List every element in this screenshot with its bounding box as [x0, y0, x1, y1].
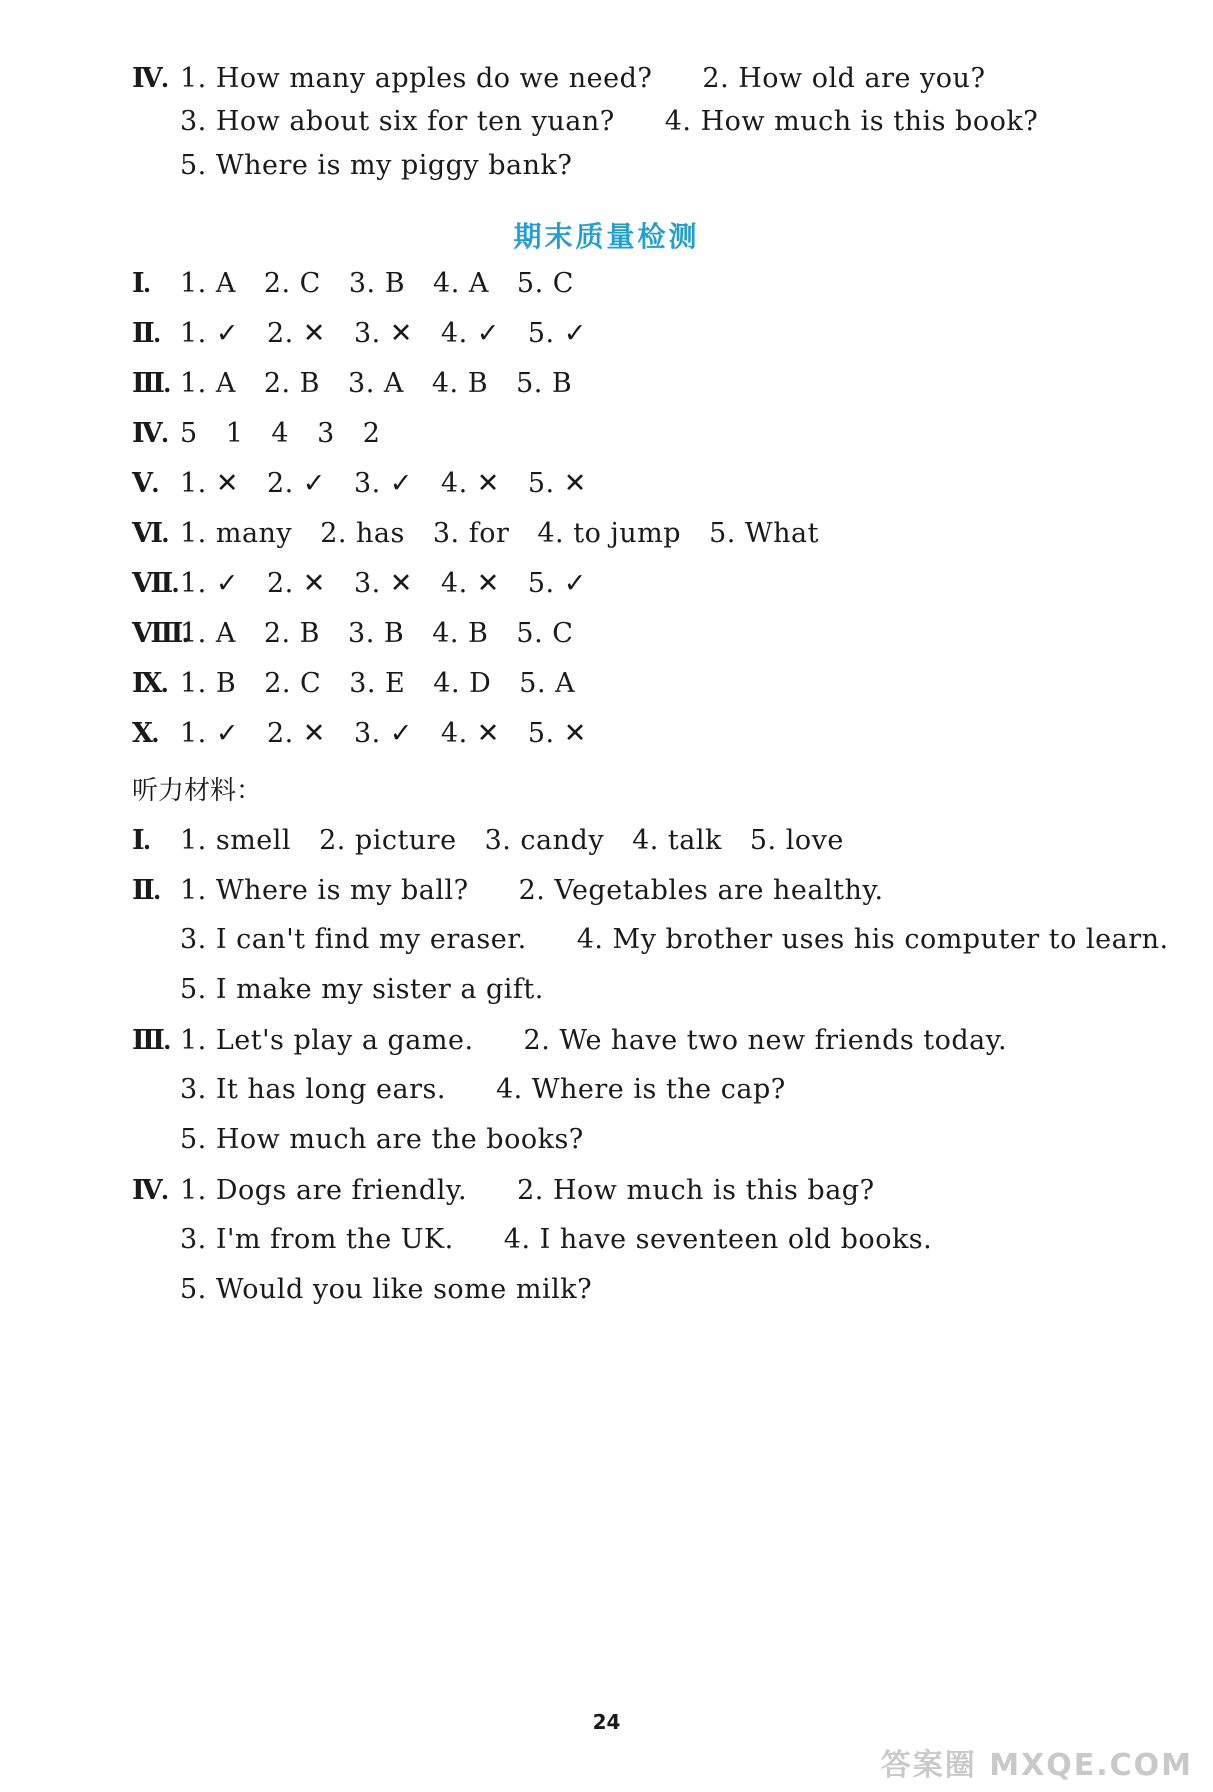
answer-item: 2. B	[263, 368, 321, 399]
answer-item: 5	[180, 418, 198, 449]
answer-item: 4. B	[431, 368, 489, 399]
answer-item: 2. ✓	[266, 468, 326, 499]
answer-item: 5. ✓	[527, 318, 587, 349]
answer-row	[132, 563, 615, 603]
section-number: Ⅴ.	[132, 468, 158, 498]
section-number: Ⅵ.	[132, 518, 168, 548]
answer-row	[132, 413, 408, 453]
answer-item: 4. ✕	[440, 468, 500, 499]
answer-item: 4. to jump	[537, 518, 682, 549]
answer-item: 1. A	[180, 618, 236, 649]
answer-row	[132, 463, 615, 503]
answer-item: 5. ✕	[527, 718, 587, 749]
answer-item: 1. Dogs are friendly.	[180, 1175, 468, 1206]
answer-item: 2	[362, 418, 381, 449]
answer-item: 3. B	[348, 618, 405, 649]
listening-row	[180, 1270, 620, 1310]
section-number: Ⅹ.	[132, 718, 158, 748]
answer-item: 1. Let's play a game.	[180, 1025, 474, 1056]
answer-row	[132, 713, 615, 753]
section-number: Ⅳ.	[132, 1175, 168, 1205]
answer-item: 5. I make my sister a gift.	[180, 974, 544, 1005]
listening-row	[180, 1070, 814, 1110]
answer-item: 1. ✓	[180, 568, 239, 599]
answer-item: 3. It has long ears.	[180, 1074, 446, 1105]
answer-item: 4. B	[432, 618, 489, 649]
listening-label: 听力材料：	[132, 776, 263, 806]
answer-item: 1. ✓	[180, 718, 239, 749]
answer-row	[132, 313, 615, 353]
section-number: Ⅳ.	[132, 418, 168, 448]
answer-item: 5. A	[519, 668, 576, 699]
answer-item: 4. ✕	[440, 568, 500, 599]
answer-item: 5. ✕	[527, 468, 587, 499]
answer-item: 4. A	[433, 268, 489, 299]
answer-item: 2. We have two new friends today.	[523, 1025, 1008, 1056]
answer-item: 1	[225, 418, 244, 449]
answer-item: 3. ✓	[353, 468, 413, 499]
answer-item: 2. How much is this bag?	[517, 1175, 875, 1206]
answer-item: 1. ✕	[180, 468, 239, 499]
answer-item: 5. ✓	[527, 568, 587, 599]
answer-item: 5. Where is my piggy bank?	[180, 150, 573, 181]
listening-row	[132, 820, 872, 860]
section-number: Ⅰ.	[132, 268, 150, 298]
answer-item: 1. ✓	[180, 318, 239, 349]
top-row-2	[180, 102, 1066, 142]
answer-item: 5. How much are the books?	[180, 1124, 584, 1155]
answer-item: 2. ✕	[266, 568, 326, 599]
section-number: Ⅷ.	[132, 618, 189, 648]
answer-item: 1. smell	[180, 825, 292, 856]
listening-row	[132, 1020, 1035, 1060]
answer-item: 4. I have seventeen old books.	[503, 1224, 933, 1255]
watermark-logo: 答案圈 MXQE.COM	[880, 1748, 1193, 1783]
answer-item: 2. ✕	[266, 718, 326, 749]
answer-item: 1. B	[180, 668, 237, 699]
top-row-3	[180, 146, 600, 186]
answer-item: 5. B	[516, 368, 573, 399]
listening-row	[180, 1120, 612, 1160]
answer-item: 5. C	[516, 268, 574, 299]
answer-item: 5. love	[749, 825, 844, 856]
listening-row	[180, 970, 572, 1010]
answer-row	[132, 363, 600, 403]
answer-item: 2. ✕	[266, 318, 326, 349]
section-number: Ⅰ.	[132, 825, 150, 855]
listening-row	[180, 1220, 960, 1260]
answer-item: 3. candy	[484, 825, 605, 856]
answer-item: 1. many	[180, 518, 293, 549]
answer-item: 4. How much is this book?	[664, 106, 1039, 137]
section-heading: 期末质量检测	[513, 220, 700, 253]
answer-item: 1. How many apples do we need?	[180, 63, 653, 94]
answer-item: 3. ✕	[353, 318, 413, 349]
answer-item: 3. ✕	[353, 568, 413, 599]
section-number: Ⅳ.	[132, 63, 168, 93]
section-number: Ⅲ.	[132, 1025, 170, 1055]
answer-item: 4. talk	[632, 825, 722, 856]
answer-row	[132, 613, 601, 653]
section-number: Ⅸ.	[132, 668, 168, 698]
answer-item: 5. What	[709, 518, 819, 549]
answer-row	[132, 263, 602, 303]
section-number: Ⅱ.	[132, 875, 160, 905]
answer-item: 2. has	[320, 518, 405, 549]
answer-item: 3. ✓	[353, 718, 413, 749]
section-number: Ⅲ.	[132, 368, 170, 398]
answer-item: 2. C	[264, 668, 322, 699]
answer-item: 1. A	[180, 368, 236, 399]
top-row-1	[132, 58, 1013, 98]
answer-item: 3. I'm from the UK.	[180, 1224, 454, 1255]
answer-item: 3. for	[432, 518, 510, 549]
answer-item: 4. Where is the cap?	[495, 1074, 786, 1105]
answer-item: 4. ✓	[440, 318, 500, 349]
answer-row	[132, 663, 603, 703]
answer-item: 1. A	[180, 268, 236, 299]
answer-item: 4. D	[433, 668, 492, 699]
answer-item: 3. B	[348, 268, 406, 299]
answer-item: 3. I can't find my eraser.	[180, 924, 527, 955]
section-number: Ⅱ.	[132, 318, 160, 348]
answer-item: 2. B	[263, 618, 321, 649]
answer-item: 1. Where is my ball?	[180, 875, 469, 906]
answer-item: 4	[271, 418, 290, 449]
answer-item: 4. My brother uses his computer to learn.	[576, 924, 1169, 955]
answer-item: 2. picture	[319, 825, 457, 856]
answer-item: 4. ✕	[440, 718, 500, 749]
answer-item: 3	[317, 418, 335, 449]
answer-item: 2. How old are you?	[702, 63, 986, 94]
answer-item: 5. C	[516, 618, 574, 649]
answer-item: 2. Vegetables are healthy.	[518, 875, 884, 906]
answer-item: 3. E	[349, 668, 406, 699]
answer-item: 5. Would you like some milk?	[180, 1274, 593, 1305]
section-number: Ⅶ.	[132, 568, 178, 598]
listening-row	[132, 870, 912, 910]
listening-row	[180, 920, 1197, 960]
answer-item: 3. How about six for ten yuan?	[180, 106, 615, 137]
answer-item: 2. C	[263, 268, 321, 299]
answer-row	[132, 513, 847, 553]
page-number: 24	[592, 1710, 621, 1734]
answer-item: 3. A	[348, 368, 404, 399]
listening-row	[132, 1170, 903, 1210]
